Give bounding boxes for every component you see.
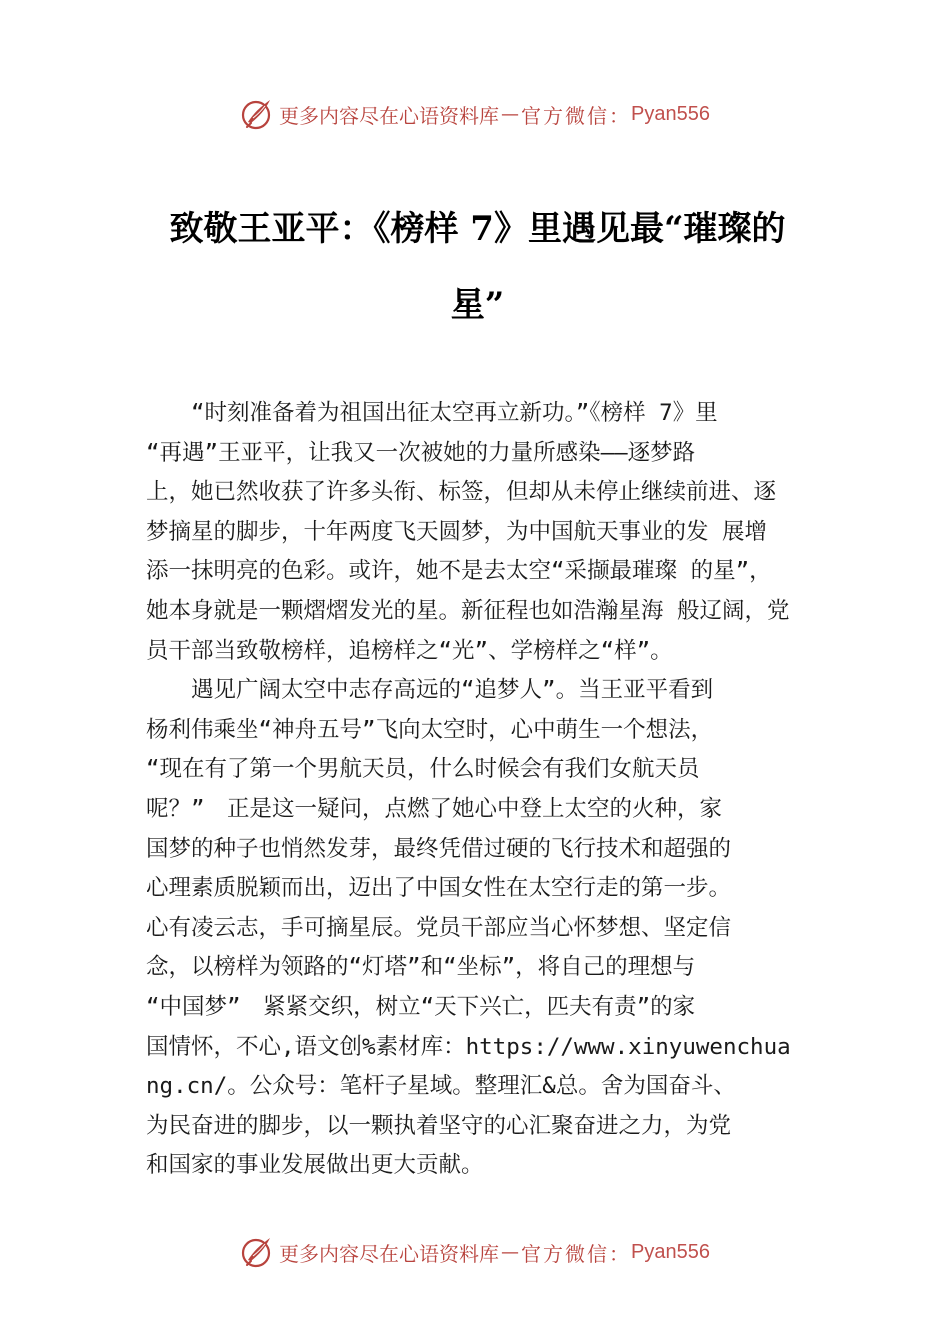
body-line: 员干部当致敬榜样，追榜样之“光”、学榜样之“样”。 [146, 637, 673, 664]
quill-logo-icon [239, 96, 275, 132]
body-line: 心有凌云志，手可摘星辰。党员干部应当心怀梦想、坚定信 [146, 914, 732, 941]
footer-official-label: 官方微信： [521, 1241, 631, 1266]
header-banner [0, 94, 950, 134]
body-line: “再遇”王亚平，让我又一次被她的力量所感染——逐梦路 [146, 439, 696, 466]
body-line: 国梦的种子也悄然发芽，最终凭借过硬的飞行技术和超强的 [146, 835, 732, 862]
body-line: 念，以榜样为领路的“灯塔”和“坐标”，将自己的理想与 [146, 954, 696, 981]
body-line: “时刻准备着为祖国出征太空再立新功。”《榜样 7》里 [146, 400, 718, 426]
body-line: 遇见广阔太空中志存高远的“追梦人”。当王亚平看到 [146, 677, 714, 704]
body-line: 为民奋进的脚步，以一颗执着坚守的心汇聚奋进之力，为党 [146, 1112, 732, 1139]
body-line: 她本身就是一颗熠熠发光的星。新征程也如浩瀚星海 般辽阔，党 [146, 598, 790, 624]
body-line: 添一抹明亮的色彩。或许，她不是去太空“采撷最璀璨 的星”， [146, 558, 772, 585]
body-line: 杨利伟乘坐“神舟五号”飞向太空时，心中萌生一个想法， [146, 716, 714, 743]
body-line: ng.cn/。公众号：笔杆子星域。整理汇&总。舍为国奋斗、 [146, 1073, 736, 1100]
document-title-line-2: 星” [450, 285, 505, 325]
body-line: 和国家的事业发展做出更大贡献。 [146, 1152, 484, 1179]
header-promo-text: 更多内容尽在心语资料库 [279, 103, 499, 128]
footer-wechat-id: Pyan556 [631, 1240, 710, 1263]
document-title-line-1: 致敬王亚平：《榜样 7》里遇见最“璀璨的 [169, 209, 786, 249]
body-line: 心理素质脱颖而出，迈出了中国女性在太空行走的第一步。 [146, 875, 732, 902]
body-line: 国情怀，不心,语文创%素材库：https://www.xinyuwenchua [146, 1033, 791, 1060]
quill-logo-icon [239, 1234, 275, 1270]
body-line: 呢？” 正是这一疑问，点燃了她心中登上太空的火种，家 [146, 796, 723, 822]
body-line: 梦摘星的脚步，十年两度飞天圆梦，为中国航天事业的发 展增 [146, 518, 768, 545]
body-line: “中国梦” 紧紧交织，树立“天下兴亡，匹夫有责”的家 [146, 994, 696, 1020]
body-line: 上，她已然收获了许多头衔、标签，但却从未停止继续前进、逐 [146, 479, 777, 506]
footer-banner [0, 1232, 950, 1272]
header-wechat-id: Pyan556 [631, 102, 710, 125]
header-official-label: 官方微信： [521, 103, 631, 128]
header-dash: — [501, 103, 519, 125]
footer-dash: — [501, 1241, 519, 1263]
footer-promo-text: 更多内容尽在心语资料库 [279, 1241, 499, 1266]
body-line: “现在有了第一个男航天员，什么时候会有我们女航天员 [146, 756, 700, 783]
